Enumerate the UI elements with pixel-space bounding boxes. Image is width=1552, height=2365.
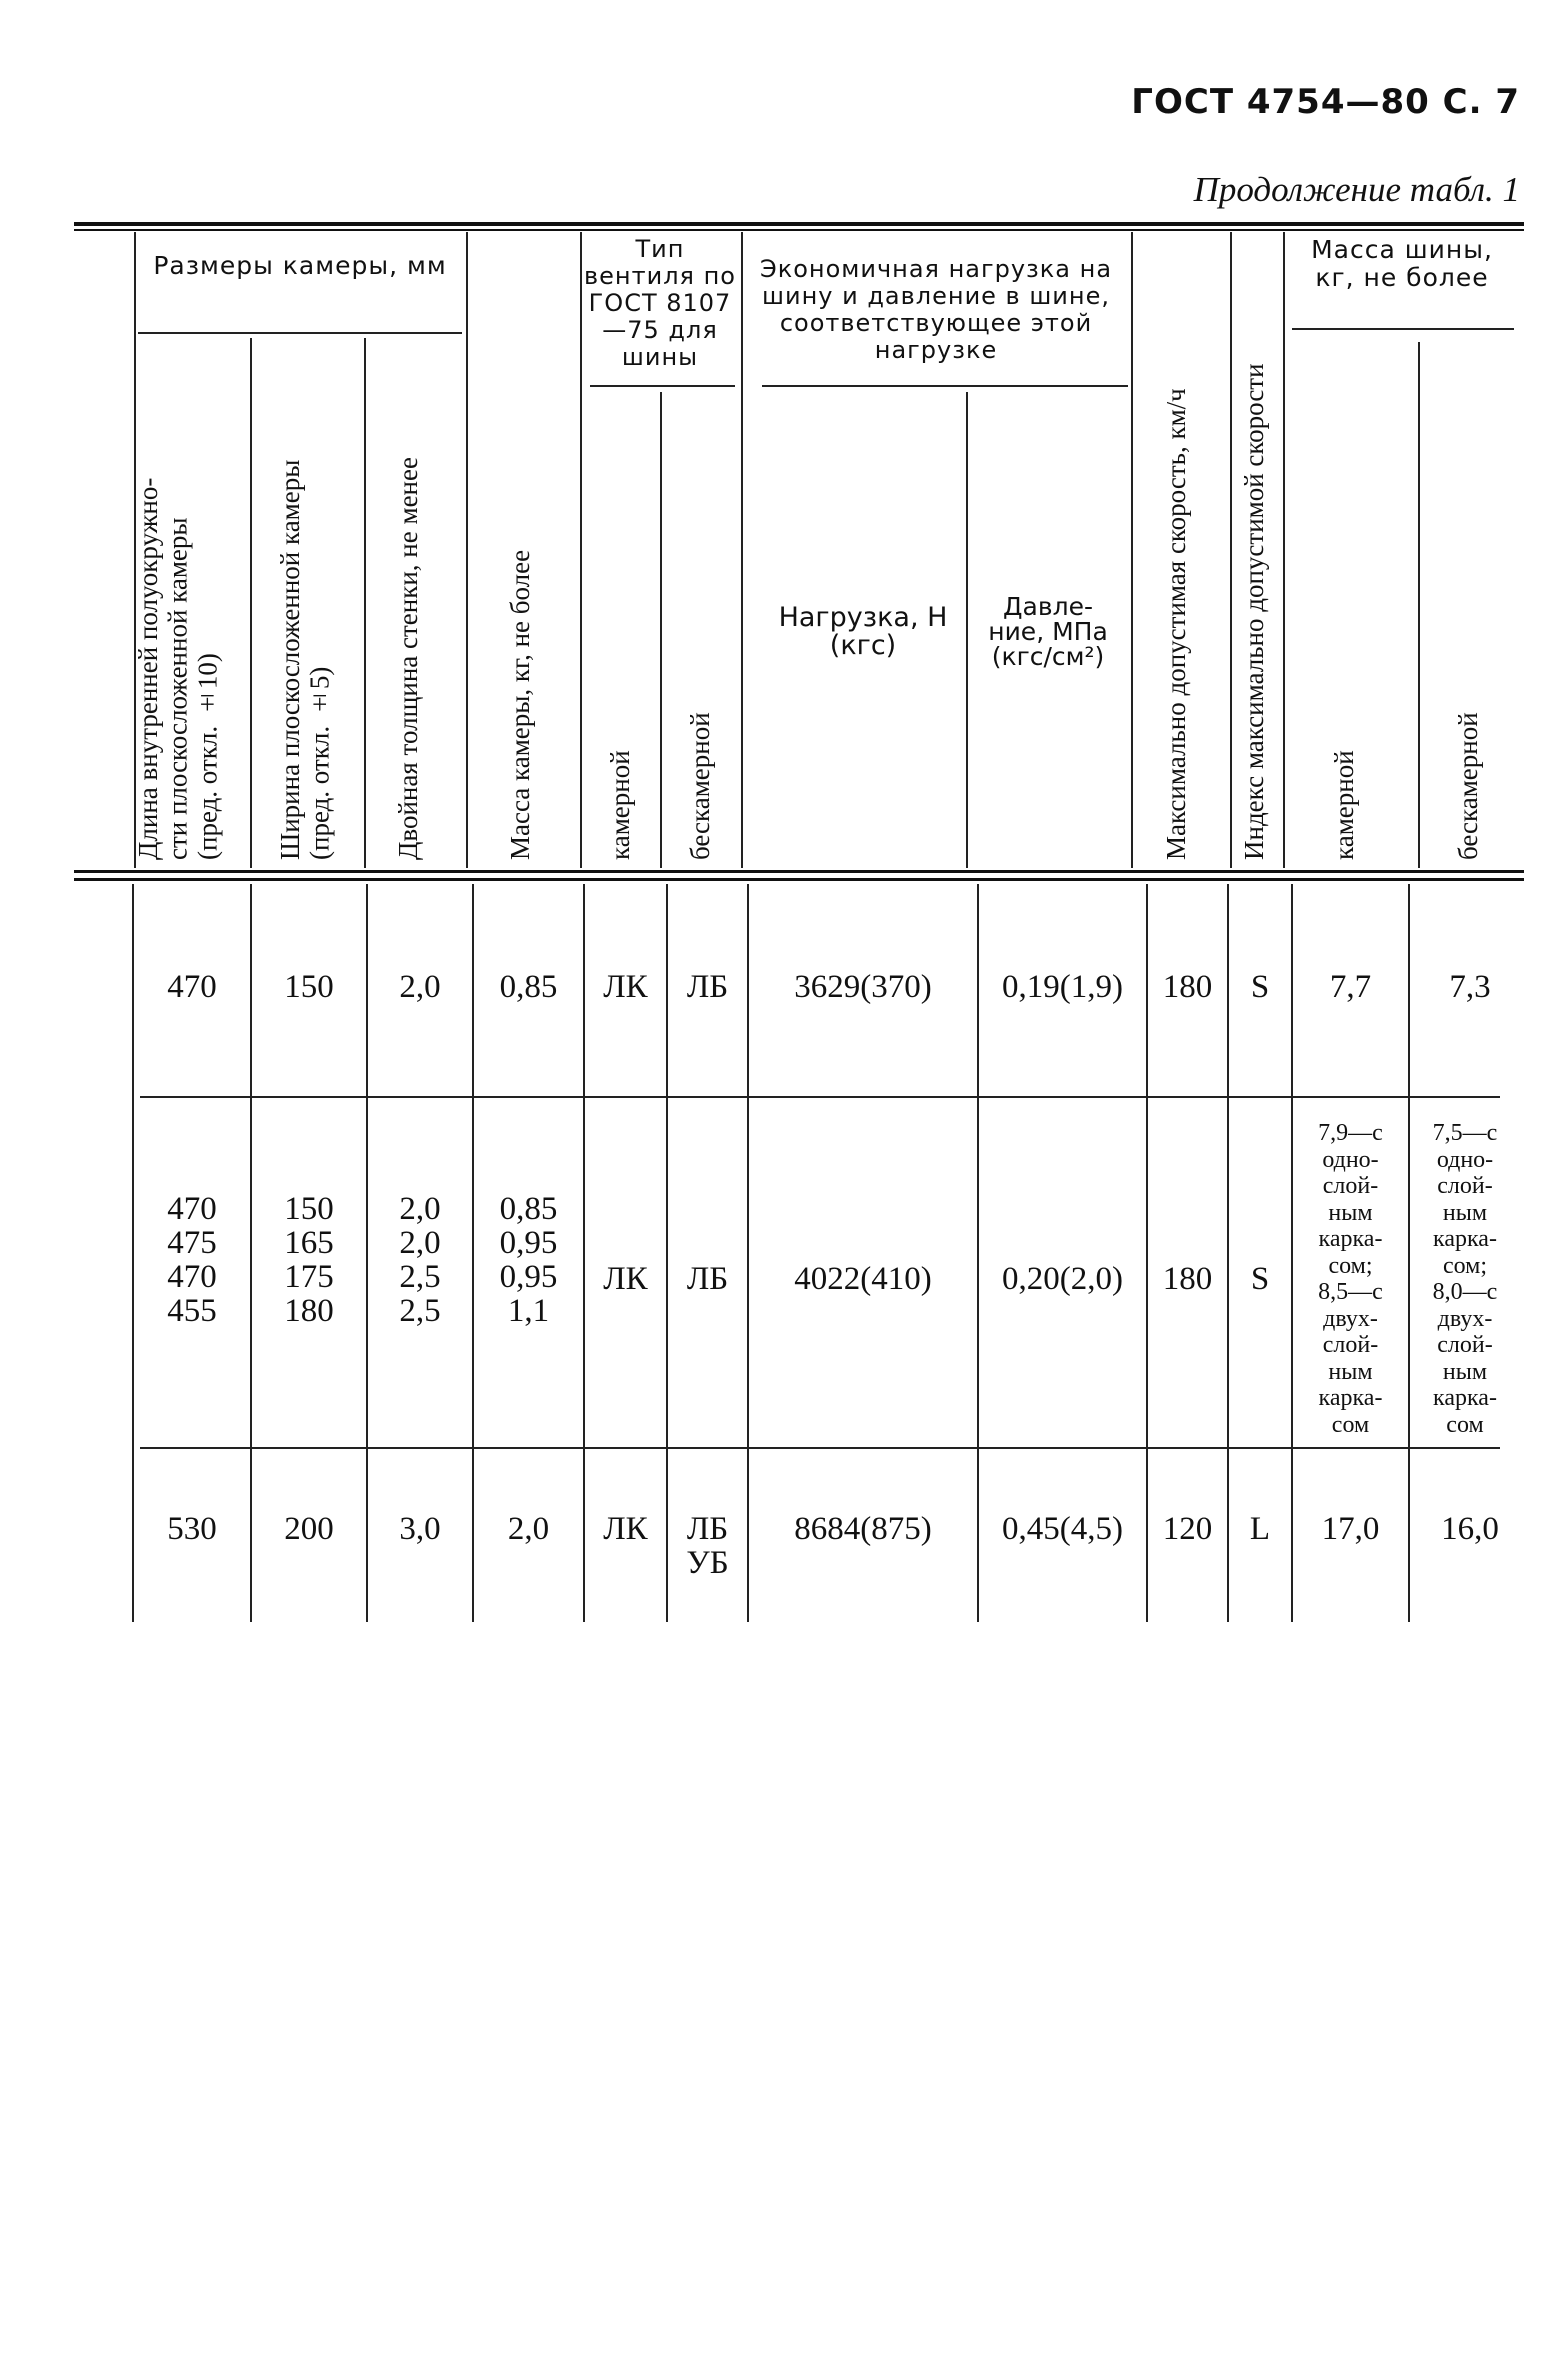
row2-speed-index: S bbox=[1250, 1261, 1270, 1297]
row2-valve-tube: ЛК bbox=[603, 1261, 648, 1297]
header-valve-tubeless: бескамерной bbox=[685, 712, 715, 860]
header-tire-mass-tube: камерной bbox=[1329, 750, 1359, 860]
table-top-rule bbox=[74, 222, 1524, 226]
row1-valve-tubeless: ЛБ bbox=[686, 969, 729, 1005]
page-reference: ГОСТ 4754—80 С. 7 bbox=[1131, 82, 1520, 122]
row2-tire-mass-tubeless: 7,5—с одно- слой- ным карка- сом; 8,0—с двух- слой- ным карка- сом bbox=[1432, 1120, 1498, 1438]
header-separator bbox=[74, 878, 1524, 881]
row2-load: 4022(410) bbox=[794, 1261, 932, 1297]
header-speed-index: Индекс максимально допустимой скорости bbox=[1239, 363, 1269, 860]
header-group-economic-load: Экономичная нагрузка на шину и давление в шине, соответствующее этой нагрузке bbox=[759, 255, 1113, 364]
row2-tube-mass: 0,85 0,95 0,95 1,1 bbox=[499, 1191, 558, 1329]
row3-valve-tubeless: ЛБ УБ bbox=[686, 1511, 729, 1581]
row1-tire-mass-tubeless: 7,3 bbox=[1449, 969, 1491, 1005]
row1-valve-tube: ЛК bbox=[603, 969, 648, 1005]
row3-speed-index: L bbox=[1249, 1511, 1271, 1547]
header-valve-tube: камерной bbox=[605, 750, 635, 860]
row1-width: 150 bbox=[284, 969, 334, 1005]
header-length: Длина внутренней полуокружно- сти плоскосложенной камеры (пред. откл. ±10) bbox=[133, 477, 223, 860]
row3-tire-mass-tube: 17,0 bbox=[1321, 1511, 1380, 1547]
row2-tire-mass-tube: 7,9—с одно- слой- ным карка- сом; 8,5—с двух- слой- ным карка- сом bbox=[1318, 1120, 1383, 1438]
row2-pressure: 0,20(2,0) bbox=[1002, 1261, 1123, 1297]
header-separator bbox=[74, 870, 1524, 873]
row3-length: 530 bbox=[167, 1511, 217, 1547]
row3-tube-mass: 2,0 bbox=[507, 1511, 550, 1547]
row3-pressure: 0,45(4,5) bbox=[1002, 1511, 1123, 1547]
header-tire-mass-tubeless: бескамерной bbox=[1453, 712, 1483, 860]
header-pressure: Давле- ние, МПа (кгс/см²) bbox=[988, 592, 1108, 671]
row2-thickness: 2,0 2,0 2,5 2,5 bbox=[399, 1191, 441, 1329]
row3-valve-tube: ЛК bbox=[603, 1511, 648, 1547]
row2-max-speed: 180 bbox=[1162, 1261, 1213, 1297]
row1-tube-mass: 0,85 bbox=[499, 969, 558, 1005]
row1-length: 470 bbox=[167, 969, 217, 1005]
row2-length: 470 475 470 455 bbox=[167, 1191, 217, 1329]
header-group-valve: Тип вентиля по ГОСТ 8107—75 для шины bbox=[584, 235, 736, 371]
row1-thickness: 2,0 bbox=[399, 969, 441, 1005]
header-thickness: Двойная толщина стенки, не менее bbox=[393, 457, 423, 860]
row1-tire-mass-tube: 7,7 bbox=[1329, 969, 1372, 1005]
header-tube-mass: Масса камеры, кг, не более bbox=[505, 549, 535, 860]
header-group-camera-size: Размеры камеры, мм bbox=[153, 251, 447, 280]
row1-pressure: 0,19(1,9) bbox=[1002, 969, 1123, 1005]
header-width: Ширина плоскосложенной камеры (пред. откл. ±5) bbox=[275, 459, 335, 860]
row3-tire-mass-tubeless: 16,0 bbox=[1441, 1511, 1499, 1547]
table-top-rule bbox=[74, 229, 1524, 231]
row3-thickness: 3,0 bbox=[399, 1511, 441, 1547]
row3-max-speed: 120 bbox=[1162, 1511, 1213, 1547]
header-group-tire-mass: Масса шины, кг, не более bbox=[1311, 235, 1493, 292]
row3-load: 8684(875) bbox=[794, 1511, 932, 1547]
header-max-speed: Максимально допустимая скорость, км/ч bbox=[1161, 388, 1191, 860]
header-load: Нагрузка, Н (кгс) bbox=[778, 602, 948, 661]
row1-max-speed: 180 bbox=[1162, 969, 1213, 1005]
row2-width: 150 165 175 180 bbox=[284, 1191, 334, 1329]
row1-load: 3629(370) bbox=[794, 969, 932, 1005]
table-continuation-caption: Продолжение табл. 1 bbox=[1193, 170, 1520, 209]
row1-speed-index: S bbox=[1250, 969, 1270, 1005]
row3-width: 200 bbox=[284, 1511, 334, 1547]
row2-valve-tubeless: ЛБ bbox=[686, 1261, 729, 1297]
